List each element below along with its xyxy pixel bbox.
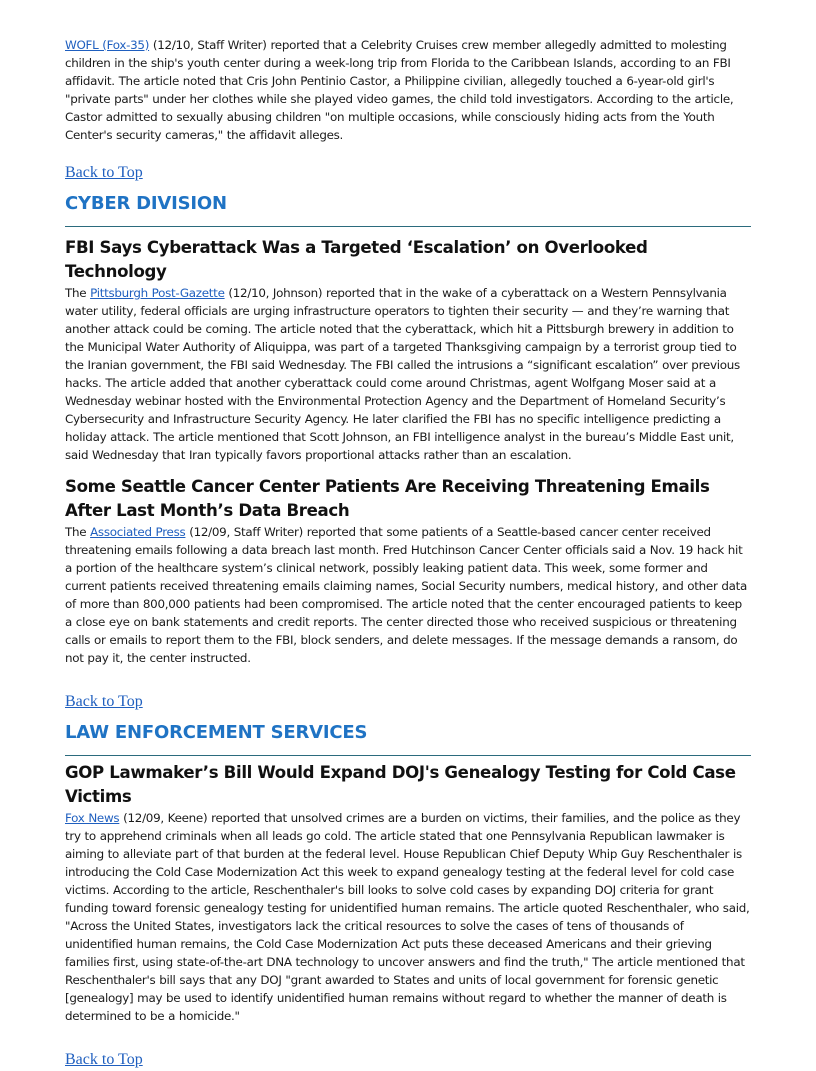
article-headline: FBI Says Cyberattack Was a Targeted ‘Escalation’ on Overlooked Technology bbox=[65, 238, 648, 281]
intro-text: (12/10, Staff Writer) reported that a Celebrity Cruises crew member allegedly admitted to molesting children in the ship's youth center during a week-long trip from Florida to the Caribbean Islands, according to an FBI affidavit. The article noted that Cris John Pentinio Castor, a Philippine civilian, allegedly touched a 6-year-old girl's "private parts" under her clothes while she played video games, the child told investigators. According to the article, Castor admitted to sexually abusing children "on multiple occasions, while consciously hiding acts from the Youth Center's security cameras," the affidavit alleges. bbox=[65, 38, 734, 142]
back-to-top-link[interactable]: Back to Top bbox=[65, 164, 143, 181]
source-link-associated-press[interactable]: Associated Press bbox=[90, 525, 186, 539]
article-body bbox=[65, 284, 751, 464]
article-lead: The bbox=[65, 286, 91, 300]
section-title-cyber-division: CYBER DIVISION bbox=[65, 193, 227, 214]
source-link-wofl[interactable]: WOFL (Fox-35) bbox=[65, 38, 150, 52]
article-lead: The bbox=[65, 525, 91, 539]
article-text: (12/10, Johnson) reported that in the wake of a cyberattack on a Western Pennsylvania water utility, federal officials are urging infrastructure operators to tighten their security — and they’re warning that another attack could be coming. The article noted that the cyberattack, which hit a Pittsburgh brewery in addition to the Municipal Water Authority of Aliquippa, was part of a targeted Thanksgiving campaign by a terrorist group tied to the Iranian government, the FBI said Wednesday. The FBI called the intrusions a “significant escalation” over previous hacks. The article added that another cyberattack could come around Christmas, agent Wolfgang Moser said at a Wednesday webinar hosted with the Environmental Protection Agency and the Department of Homeland Security’s Cybersecurity and Infrastructure Security Agency. He later clarified the FBI has no specific intelligence predicting a holiday attack. The article mentioned that Scott Johnson, an FBI intelligence analyst in the bureau’s Middle East unit, said Wednesday that Iran typically favors proportional attacks rather than an escalation. bbox=[65, 286, 740, 462]
back-to-top-link[interactable]: Back to Top bbox=[65, 693, 143, 710]
article-text: (12/09, Keene) reported that unsolved crimes are a burden on victims, their families, and the police as they try to apprehend criminals when all leads go cold. The article stated that one Pennsylvania Republican lawmaker is aiming to alleviate part of that burden at the federal level. House Republican Chief Deputy Whip Guy Reschenthaler is introducing the Cold Case Modernization Act this week to expand genealogy testing at the federal level for cold case victims. According to the article, Reschenthaler's bill looks to solve cold cases by expanding DOJ criteria for grant funding toward forensic genealogy testing for unidentified human remains. The article quoted Reschenthaler, who said, "Across the United States, investigators lack the critical resources to solve the cases of tens of thousands of unidentified human remains, the Cold Case Modernization Act puts these deceased Americans and their grieving families first, using state-of-the-art DNA technology to uncover answers and find the truth," The article mentioned that Reschenthaler's bill says that any DOJ "grant awarded to States and units of local government for forensic genetic [genealogy] may be used to identify unidentified human remains without regard to whether the manner of death is determined to be a homicide." bbox=[65, 811, 750, 1023]
intro-paragraph bbox=[65, 36, 751, 144]
back-to-top-link[interactable]: Back to Top bbox=[65, 1051, 143, 1068]
article-text: (12/09, Staff Writer) reported that some patients of a Seattle-based cancer center received threatening emails following a data breach last month. Fred Hutchinson Cancer Center officials said a Nov. 19 hack hit a portion of the healthcare system’s clinical network, possibly leaking patient data. This week, some former and current patients received threatening emails claiming names, Social Security numbers, medical history, and other data of more than 800,000 patients had been compromised. The article noted that the center encouraged patients to keep a close eye on bank statements and credit reports. The center directed those who received suspicious or threatening calls or emails to report them to the FBI, block senders, and delete messages. If the message demands a ransom, do not pay it, the center instructed. bbox=[65, 525, 748, 665]
article-body bbox=[65, 809, 751, 1025]
article-headline: GOP Lawmaker’s Bill Would Expand DOJ's Genealogy Testing for Cold Case Victims bbox=[65, 763, 736, 806]
article-headline: Some Seattle Cancer Center Patients Are Receiving Threatening Emails After Last Month’s Data Breach bbox=[65, 477, 710, 520]
section-title-law-enforcement-services: LAW ENFORCEMENT SERVICES bbox=[65, 722, 368, 743]
document-page bbox=[65, 36, 751, 1071]
source-link-fox-news[interactable]: Fox News bbox=[65, 811, 120, 825]
article-body bbox=[65, 523, 751, 667]
source-link-post-gazette[interactable]: Pittsburgh Post-Gazette bbox=[90, 286, 225, 300]
